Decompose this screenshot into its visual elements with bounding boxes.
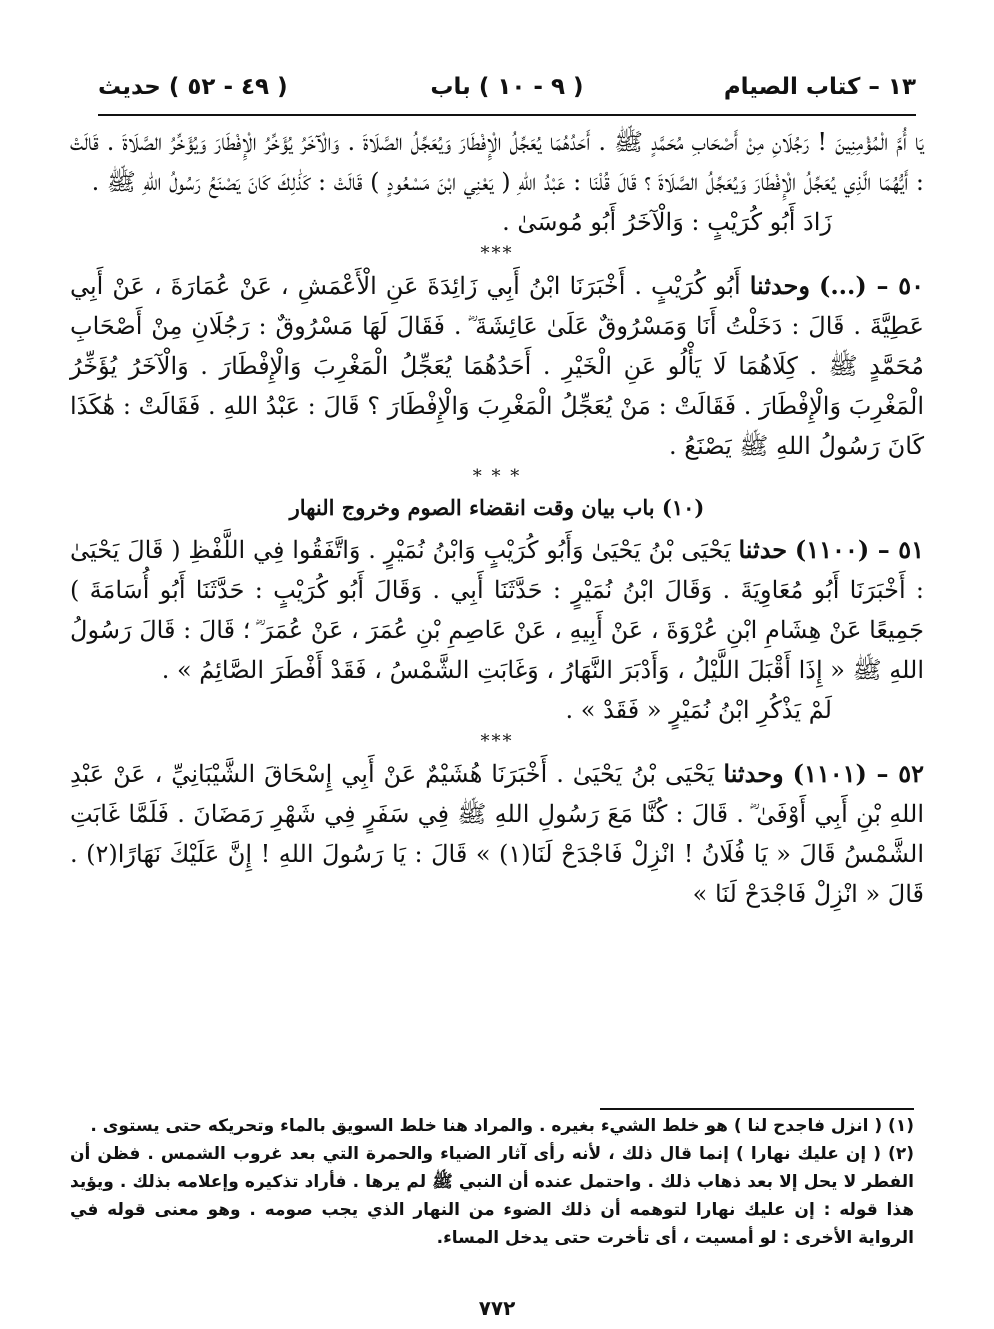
page-number: ٧٧٢	[478, 1296, 516, 1320]
footnotes	[70, 1112, 914, 1252]
hadith-52	[70, 754, 924, 914]
section-separator: * * *	[472, 466, 522, 487]
hadith-number: ٥٠ – (...)	[818, 271, 924, 300]
hadith-text: يَحْيَى بْنُ يَحْيَىٰ . أَخْبَرَنَا هُشَيْمٌ عَنْ أَبِي إِسْحَاقَ الشَّيْبَانِيِّ ، عَنْ عَبْدِ اللهِ بْنِ أَبِي أَوْفَىٰ ؓ . قَالَ : كُنَّا مَعَ رَسُولِ اللهِ ﷺ فِي سَفَرٍ فِي شَهْرِ رَمَضَانَ . فَلَمَّا غَابَتِ الشَّمْسُ قَالَ « يَا فُلَانُ ! انْزِلْ فَاجْدَحْ لَنَا(١) » قَالَ : يَا رَسُولَ اللهِ ! إِنَّ عَلَيْكَ نَهَارًا(٢) . قَالَ « انْزِلْ فَاجْدَحْ لَنَا »	[70, 760, 925, 908]
main-text	[70, 122, 924, 914]
hadith-number: ٥١ – (١١٠٠)	[794, 535, 924, 564]
hadith-opening: وحدثنا	[749, 271, 810, 300]
section-separator: ***	[480, 731, 514, 752]
hadith-51	[70, 530, 924, 690]
header-chapter-range: ( ٩ - ١٠ ) باب	[430, 74, 584, 100]
paragraph-note: لَمْ يَذْكُرِ ابْنُ نُمَيْرٍ « فَقَدْ » .	[565, 696, 832, 724]
footnote-2: (٢) ( إن عليك نهارا ) إنما قال ذلك ، لأنه رأى آثار الضياء والحمرة التي بعد غروب الشمس . فظن أن الفطر لا يحل إلا بعد ذهاب ذلك . واحتمل عنده أن النبي ﷺ لم يرها . فأراد تذكيره وإعلامه بذلك . ويؤيد هذا قوله : إن عليك نهارا لتوهمه أن ذلك الضوء من النهار الذي يجب صومه . وهو معنى قوله في الرواية الأخرى : لو أمسيت ، أى تأخرت حتى يدخل المساء.	[70, 1144, 914, 1248]
footnote-1: (١) ( انزل فاجدح لنا ) هو خلط الشيء بغيره . والمراد هنا خلط السويق بالماء وتحريكه حتى يستوى .	[90, 1116, 914, 1136]
hadith-50	[70, 266, 924, 466]
hadith-text: يَحْيَى بْنُ يَحْيَىٰ وَأَبُو كُرَيْبٍ وَابْنُ نُمَيْرٍ . وَاتَّفَقُوا فِي اللَّفْظِ ( قَالَ يَحْيَىٰ : أَخْبَرَنَا أَبُو مُعَاوِيَةَ . وَقَالَ ابْنُ نُمَيْرٍ : حَدَّثَنَا أَبِي . وَقَالَ أَبُو كُرَيْبٍ : حَدَّثَنَا أَبُو أُسَامَةَ ) جَمِيعًا عَنْ هِشَامِ ابْنِ عُرْوَةَ ، عَنْ أَبِيهِ ، عَنْ عَاصِمِ بْنِ عُمَرَ ، عَنْ عُمَرَ ؓ ؛ قَالَ : قَالَ رَسُولُ اللهِ ﷺ « إِذَا أَقْبَلَ اللَّيْلُ ، وَأَدْبَرَ النَّهَارُ ، وَغَابَتِ الشَّمْسُ ، فَقَدْ أَفْطَرَ الصَّائِمُ » .	[70, 536, 924, 684]
hadith-text: أَبُو كُرَيْبٍ . أَخْبَرَنَا ابْنُ أَبِي زَائِدَةَ عَنِ الْأَعْمَشِ ، عَنْ عُمَارَةَ ، عَنْ أَبِي عَطِيَّةَ . قَالَ : دَخَلْتُ أَنَا وَمَسْرُوقٌ عَلَىٰ عَائِشَةَ ؓ . فَقَالَ لَهَا مَسْرُوقٌ : رَجُلَانِ مِنْ أَصْحَابِ مُحَمَّدٍ ﷺ . كِلَاهُمَا لَا يَأْلُو عَنِ الْخَيْرِ . أَحَدُهُمَا يُعَجِّلُ الْمَغْرِبَ وَالْإِفْطَارَ . وَالْآخَرُ يُؤَخِّرُ الْمَغْرِبَ وَالْإِفْطَارَ . فَقَالَتْ : مَنْ يُعَجِّلُ الْمَغْرِبَ وَالْإِفْطَارَ ؟ قَالَ : عَبْدُ اللهِ . فَقَالَتْ : هَٰكَذَا كَانَ رَسُولُ اللهِ ﷺ يَصْنَعُ .	[70, 272, 924, 460]
footnote-divider	[600, 1108, 914, 1110]
paragraph-addition: زَادَ أَبُو كُرَيْبٍ : وَالْآخَرُ أَبُو مُوسَىٰ .	[502, 208, 832, 236]
hadith-opening: حدثنا	[738, 535, 788, 564]
header-book-title: ١٣ – كتاب الصيام	[723, 74, 916, 100]
header-divider	[98, 114, 916, 116]
running-header	[98, 72, 916, 114]
paragraph-continuation: يَا أُمَّ الْمُؤْمِنِينَ ! رَجُلَانِ مِنْ أَصْحَابِ مُحَمَّدٍ ﷺ . أَحَدُهُمَا يُعَجِّلُ الْإِفْطَارَ وَيُعَجِّلُ الصَّلَاةَ . وَالْآخَرُ يُؤَخِّرُ الْإِفْطَارَ وَيُؤَخِّرُ الصَّلَاةَ . قَالَتْ : أَيُّهُمَا الَّذِي يُعَجِّلُ الْإِفْطَارَ وَيُعَجِّلُ الصَّلَاةَ ؟ قَالَ قُلْنَا : عَبْدُ اللهِ ( يَعْنِي ابْنَ مَسْعُودٍ ) قَالَتْ : كَذَٰلِكَ كَانَ يَصْنَعُ رَسُولُ اللهِ ﷺ .	[70, 128, 924, 196]
header-hadith-range: ( ٤٩ - ٥٢ ) حديث	[98, 74, 288, 100]
section-separator: ***	[480, 243, 514, 264]
hadith-opening: وحدثنا	[723, 759, 784, 788]
hadith-number: ٥٢ – (١١٠١)	[792, 759, 924, 788]
chapter-title: (١٠) باب بيان وقت انقضاء الصوم وخروج النهار	[289, 495, 705, 520]
